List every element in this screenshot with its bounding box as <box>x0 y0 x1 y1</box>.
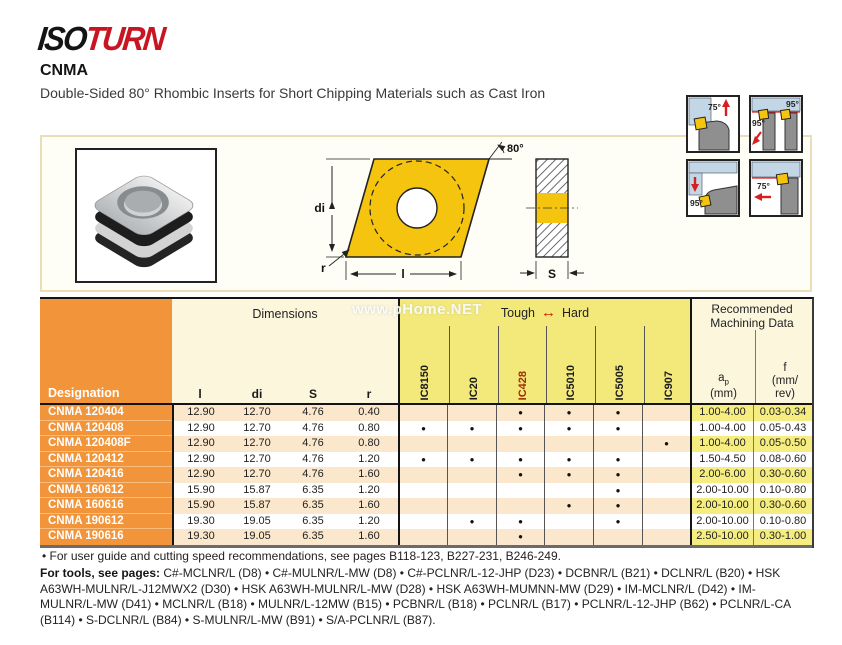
ap-cell: 1.50-4.50 <box>690 452 753 468</box>
dim-s-cell: 6.35 <box>286 529 340 545</box>
grade-dot-cell-ic5010: ● <box>544 421 593 437</box>
dim-s-cell: 4.76 <box>286 405 340 421</box>
table-row <box>40 421 812 437</box>
col-header-di: di <box>251 387 263 401</box>
dim-di-cell: 19.05 <box>228 514 286 530</box>
designation-cell: CNMA 120408F <box>40 436 172 452</box>
f-column-header: f (mm/ rev) <box>755 330 814 403</box>
table-row <box>40 498 812 514</box>
dim-l-cell: 15.90 <box>172 498 228 514</box>
grade-dot-cell-ic428: ● <box>496 405 544 421</box>
application-diagram-2 <box>749 95 803 153</box>
grade-dot-cell-ic907 <box>642 467 690 483</box>
hard-label: Hard <box>561 305 590 320</box>
f-cell: 0.08-0.60 <box>753 452 812 468</box>
table-row <box>40 483 812 499</box>
dim-r-cell: 0.40 <box>340 405 398 421</box>
grade-dot-cell-ic20 <box>447 483 496 499</box>
ap-cell: 1.00-4.00 <box>690 421 753 437</box>
grade-dot-cell-ic5005: ● <box>593 514 642 530</box>
grade-dot-cell-ic907 <box>642 514 690 530</box>
grade-dot-cell-ic907 <box>642 483 690 499</box>
grade-dot-cell-ic428 <box>496 483 544 499</box>
f-cell: 0.10-0.80 <box>753 483 812 499</box>
grade-dot-cell-ic428: ● <box>496 514 544 530</box>
grade-dot-cell-ic5010 <box>544 483 593 499</box>
ap-cell: 2.00-10.00 <box>690 483 753 499</box>
dim-r-cell: 1.20 <box>340 483 398 499</box>
tough-label: Tough <box>500 305 535 320</box>
grade-dot-cell-ic428: ● <box>496 452 544 468</box>
tools-reference <box>40 566 812 628</box>
grade-dot-cell-ic5010: ● <box>544 498 593 514</box>
designation-cell: CNMA 160616 <box>40 498 172 514</box>
dim-r-cell: 1.60 <box>340 498 398 514</box>
diagram2-angle-left-label: 95° <box>752 118 765 128</box>
grade-header-ic20: IC20 <box>468 376 480 400</box>
ap-cell: 2.00-10.00 <box>690 498 753 514</box>
grade-dot-cell-ic20 <box>447 467 496 483</box>
double-arrow-icon: ↔ <box>540 303 556 321</box>
diagram3-angle-label: 95° <box>690 198 703 208</box>
dim-s-cell: 6.35 <box>286 514 340 530</box>
designation-cell: CNMA 120404 <box>40 405 172 421</box>
insert-photo <box>75 148 217 283</box>
dim-di-cell: 19.05 <box>228 529 286 545</box>
table-row <box>40 514 812 530</box>
grade-dot-cell-ic20 <box>447 436 496 452</box>
designation-header: Designation <box>40 299 172 403</box>
grade-dot-cell-ic5005: ● <box>593 421 642 437</box>
page-title: CNMA <box>40 62 88 79</box>
grade-dot-cell-ic20: ● <box>447 514 496 530</box>
grade-dot-cell-ic428: ● <box>496 529 544 545</box>
table-row <box>40 467 812 483</box>
grade-columns <box>400 326 690 403</box>
dim-di-cell: 12.70 <box>228 467 286 483</box>
grade-dot-cell-ic907 <box>642 421 690 437</box>
diagram4-angle-label: 75° <box>757 181 770 191</box>
grade-dot-cell-ic5005: ● <box>593 405 642 421</box>
dim-l-cell: 19.30 <box>172 514 228 530</box>
grade-dot-cell-ic20 <box>447 405 496 421</box>
insert-table <box>40 297 814 548</box>
application-diagrams <box>686 95 803 217</box>
grade-dot-cell-ic907: ● <box>642 436 690 452</box>
page-subtitle: Double-Sided 80° Rhombic Inserts for Short Chipping Materials such as Cast Iron <box>40 85 546 101</box>
grade-dot-cell-ic907 <box>642 405 690 421</box>
dim-s-cell: 4.76 <box>286 452 340 468</box>
grade-dot-cell-ic20 <box>447 498 496 514</box>
table-row <box>40 529 812 545</box>
col-header-s: S <box>308 387 317 401</box>
grade-dot-cell-ic5010: ● <box>544 405 593 421</box>
grade-dot-cell-ic5005: ● <box>593 467 642 483</box>
logo-turn-text: TURN <box>83 20 166 58</box>
dim-l-cell: 12.90 <box>172 467 228 483</box>
grade-dot-cell-ic5010: ● <box>544 467 593 483</box>
grade-dot-cell-ic907 <box>642 498 690 514</box>
diagram2-angle-top-label: 95° <box>786 99 799 109</box>
application-diagram-3 <box>686 159 740 217</box>
grade-dot-cell-ic5005 <box>593 529 642 545</box>
dim-r-cell: 0.80 <box>340 436 398 452</box>
grade-dot-cell-ic8150: ● <box>398 421 447 437</box>
grade-dot-cell-ic8150 <box>398 514 447 530</box>
dim-di-cell: 12.70 <box>228 421 286 437</box>
dim-l-cell: 12.90 <box>172 405 228 421</box>
dim-r-cell: 1.20 <box>340 452 398 468</box>
dim-di-cell: 12.70 <box>228 452 286 468</box>
grade-dot-cell-ic428: ● <box>496 421 544 437</box>
dim-di-cell: 12.70 <box>228 405 286 421</box>
ap-cell: 2.50-10.00 <box>690 529 753 545</box>
grade-dot-cell-ic428 <box>496 498 544 514</box>
ap-cell: 1.00-4.00 <box>690 405 753 421</box>
designation-cell: CNMA 160612 <box>40 483 172 499</box>
grade-dot-cell-ic20 <box>447 529 496 545</box>
watermark: www.pHome.NET <box>352 301 483 318</box>
grade-dot-cell-ic5005: ● <box>593 498 642 514</box>
dim-s-cell: 4.76 <box>286 467 340 483</box>
grade-dot-cell-ic8150 <box>398 436 447 452</box>
grade-header-ic8150: IC8150 <box>418 364 431 400</box>
dim-di-cell: 12.70 <box>228 436 286 452</box>
grade-dot-cell-ic5005: ● <box>593 452 642 468</box>
dim-l-cell: 12.90 <box>172 421 228 437</box>
grade-dot-cell-ic8150 <box>398 483 447 499</box>
dim-s-cell: 6.35 <box>286 498 340 514</box>
user-guide-note: • For user guide and cutting speed recommendations, see pages B118-123, B227-231, B246-249. <box>42 549 561 563</box>
grade-header-ic428: IC428 <box>516 370 529 400</box>
machining-header: Recommended Machining Data <box>710 302 794 330</box>
col-header-r: r <box>366 387 372 401</box>
technical-drawing <box>304 139 588 294</box>
grade-dot-cell-ic8150 <box>398 498 447 514</box>
grade-header-ic907: IC907 <box>662 370 675 400</box>
angle-80-label: 80° <box>507 143 524 155</box>
application-diagram-4 <box>749 159 803 217</box>
machining-header-group <box>690 299 812 403</box>
designation-cell: CNMA 190612 <box>40 514 172 530</box>
dimension-columns <box>172 387 398 403</box>
designation-cell: CNMA 120408 <box>40 421 172 437</box>
dim-di-cell: 15.87 <box>228 498 286 514</box>
isoturn-logo <box>36 20 166 59</box>
s-dim-label: S <box>547 267 557 281</box>
dim-l-cell: 12.90 <box>172 452 228 468</box>
grade-header-ic5010: IC5010 <box>565 364 577 400</box>
f-cell: 0.30-0.60 <box>753 467 812 483</box>
f-cell: 0.05-0.50 <box>753 436 812 452</box>
grade-dot-cell-ic5010 <box>544 529 593 545</box>
f-cell: 0.30-0.60 <box>753 498 812 514</box>
l-dim-label: l <box>401 267 405 281</box>
grade-dot-cell-ic5005 <box>593 436 642 452</box>
f-cell: 0.05-0.43 <box>753 421 812 437</box>
table-body <box>40 405 812 548</box>
logo-iso-text: ISO <box>36 20 88 58</box>
dim-l-cell: 19.30 <box>172 529 228 545</box>
ap-column-header: $a_p$ (mm) <box>710 371 737 400</box>
ap-cell: 2.00-6.00 <box>690 467 753 483</box>
diagram1-angle-label: 75° <box>708 102 721 112</box>
table-row <box>40 436 812 452</box>
dim-r-cell: 1.60 <box>340 467 398 483</box>
grade-dot-cell-ic8150: ● <box>398 452 447 468</box>
f-cell: 0.10-0.80 <box>753 514 812 530</box>
dim-s-cell: 4.76 <box>286 421 340 437</box>
grade-dot-cell-ic5010: ● <box>544 452 593 468</box>
designation-cell: CNMA 120412 <box>40 452 172 468</box>
grade-dot-cell-ic5005: ● <box>593 483 642 499</box>
table-row <box>40 452 812 468</box>
f-cell: 0.03-0.34 <box>753 405 812 421</box>
dim-r-cell: 1.20 <box>340 514 398 530</box>
dimensions-header: Dimensions <box>252 307 318 321</box>
insert-photo-drawing <box>77 150 211 277</box>
dim-l-cell: 15.90 <box>172 483 228 499</box>
grade-dot-cell-ic428: ● <box>496 467 544 483</box>
designation-cell: CNMA 190616 <box>40 529 172 545</box>
dim-l-cell: 12.90 <box>172 436 228 452</box>
dim-s-cell: 4.76 <box>286 436 340 452</box>
f-cell: 0.30-1.00 <box>753 529 812 545</box>
r-dim-label: r <box>321 261 326 275</box>
col-header-l: l <box>198 387 202 401</box>
machining-columns <box>692 330 812 403</box>
dim-r-cell: 1.60 <box>340 529 398 545</box>
grade-dot-cell-ic907 <box>642 529 690 545</box>
dim-s-cell: 6.35 <box>286 483 340 499</box>
designation-cell: CNMA 120416 <box>40 467 172 483</box>
ap-cell: 1.00-4.00 <box>690 436 753 452</box>
grade-dot-cell-ic5010 <box>544 514 593 530</box>
grade-dot-cell-ic8150 <box>398 405 447 421</box>
ap-cell: 2.00-10.00 <box>690 514 753 530</box>
tools-label: For tools, see pages: <box>40 566 161 580</box>
dim-di-cell: 15.87 <box>228 483 286 499</box>
grade-dot-cell-ic20: ● <box>447 452 496 468</box>
grade-dot-cell-ic907 <box>642 452 690 468</box>
dim-r-cell: 0.80 <box>340 421 398 437</box>
grade-dot-cell-ic5010 <box>544 436 593 452</box>
di-dim-label: di <box>314 201 325 215</box>
grade-header-ic5005: IC5005 <box>614 364 626 400</box>
table-row <box>40 405 812 421</box>
application-diagram-1 <box>686 95 740 153</box>
grade-dot-cell-ic8150 <box>398 467 447 483</box>
tools-list: C#-MCLNR/L (D8) • C#-MULNR/L-MW (D8) • C#-PCLNR/L-12-JHP (D23) • DCBNR/L (B21) • DCLNR/L (B20) • HSK A63WH-MULNR/L-J12MWX2 (D30) • HSK A63WH-MULNR/L-MW (D28) • HSK A63WH-MUMNN-MW (D29) • IM-MCLNR/L (D42) • IM-MULNR/L-MW (D41) • MCLNR/L (B18) • MULNR/L-12MW (B15) • PCBNR/L (B18) • PCLNR/L (B17) • PCLNR/L-12-JHP (B62) • PCLNR/L-CA (B114) • S-DCLNR/L (B84) • S-MULNR/L-MW (B91) • S/A-PCLNR/L (B87). <box>40 566 791 627</box>
grade-dot-cell-ic20: ● <box>447 421 496 437</box>
grade-dot-cell-ic8150 <box>398 529 447 545</box>
grade-dot-cell-ic428 <box>496 436 544 452</box>
